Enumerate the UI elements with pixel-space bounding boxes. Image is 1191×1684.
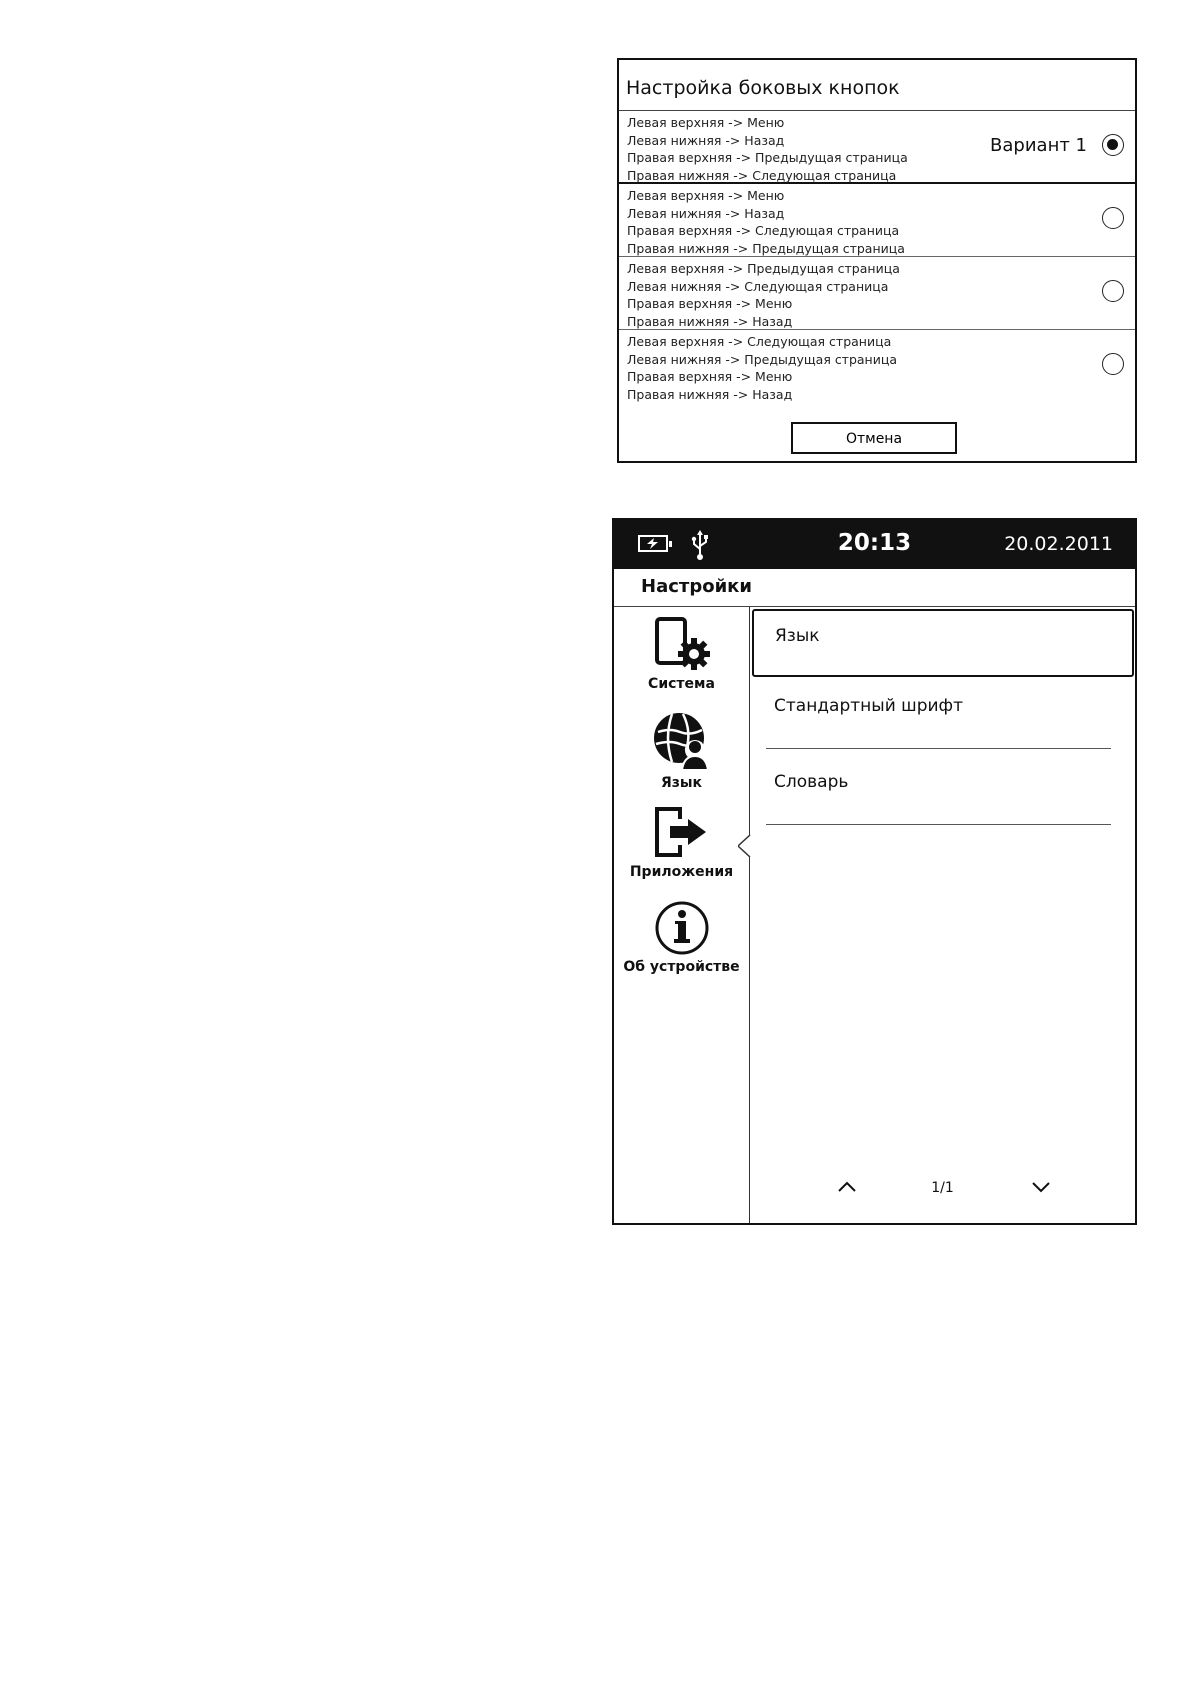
option-line: Правая нижняя -> Предыдущая страница: [627, 240, 905, 256]
settings-sidebar: [614, 607, 750, 1223]
button-layout-option[interactable]: [619, 111, 1135, 184]
option-line: Левая верхняя -> Следующая страница: [627, 334, 892, 349]
date: 20.02.2011: [1004, 533, 1113, 555]
menu-item-label: Язык: [775, 626, 820, 646]
pagination: [750, 1177, 1135, 1201]
sidebar-item-label: Система: [648, 676, 715, 692]
option-line: Правая нижняя -> Назад: [627, 313, 793, 329]
side-buttons-dialog: [617, 58, 1137, 463]
option-line: Левая верхняя -> Предыдущая страница: [627, 261, 900, 276]
radio-button-selected[interactable]: [1102, 134, 1124, 156]
status-bar: [614, 520, 1135, 569]
settings-screen: [612, 518, 1137, 1225]
cancel-button[interactable]: Отмена: [791, 422, 957, 454]
dialog-title: Настройка боковых кнопок: [619, 60, 1135, 111]
sidebar-item-language[interactable]: [614, 710, 749, 791]
menu-item-label: Словарь: [774, 772, 849, 792]
clock: 20:13: [837, 530, 912, 556]
sidebar-item-label: Об устройстве: [623, 959, 740, 975]
sidebar-item-about[interactable]: [614, 900, 749, 975]
settings-menu: [750, 607, 1135, 1223]
option-line: Правая нижняя -> Следующая страница: [627, 167, 897, 183]
option-line: Левая нижняя -> Назад: [627, 132, 785, 148]
option-line: Правая верхняя -> Предыдущая страница: [627, 150, 908, 165]
sidebar-item-label: Приложения: [629, 864, 734, 880]
option-line: Левая нижняя -> Следующая страница: [627, 278, 889, 294]
system-settings-icon: [650, 617, 714, 673]
sidebar-item-label: Язык: [660, 775, 703, 791]
button-layout-option[interactable]: [619, 330, 1135, 403]
sidebar-item-system[interactable]: [614, 617, 749, 692]
divider: [766, 824, 1111, 825]
applications-icon: [650, 805, 714, 861]
divider: [766, 748, 1111, 749]
option-line: Левая нижняя -> Назад: [627, 205, 785, 221]
page-title: Настройки: [614, 569, 1135, 607]
radio-button[interactable]: [1102, 353, 1124, 375]
option-line: Левая верхняя -> Меню: [627, 188, 785, 203]
info-icon: [650, 900, 714, 956]
menu-item-standard-font[interactable]: [766, 679, 1111, 749]
menu-item-language[interactable]: [752, 609, 1134, 677]
language-globe-icon: [650, 710, 714, 772]
option-line: Правая нижняя -> Назад: [627, 386, 793, 402]
radio-button[interactable]: [1102, 207, 1124, 229]
option-line: Правая верхняя -> Меню: [627, 369, 793, 384]
button-layout-option[interactable]: [619, 257, 1135, 330]
page-down-icon[interactable]: [1031, 1177, 1051, 1197]
menu-item-dictionary[interactable]: [766, 755, 1111, 825]
radio-button[interactable]: [1102, 280, 1124, 302]
button-layout-option[interactable]: [619, 184, 1135, 257]
page-number: 1/1: [931, 1180, 954, 1196]
option-variant-label: Вариант 1: [990, 135, 1087, 156]
option-line: Левая нижняя -> Предыдущая страница: [627, 351, 898, 367]
option-line: Правая верхняя -> Меню: [627, 296, 793, 311]
menu-item-label: Стандартный шрифт: [774, 696, 963, 716]
option-line: Правая верхняя -> Следующая страница: [627, 223, 900, 238]
sidebar-item-applications[interactable]: [614, 805, 749, 880]
option-line: Левая верхняя -> Меню: [627, 115, 785, 130]
